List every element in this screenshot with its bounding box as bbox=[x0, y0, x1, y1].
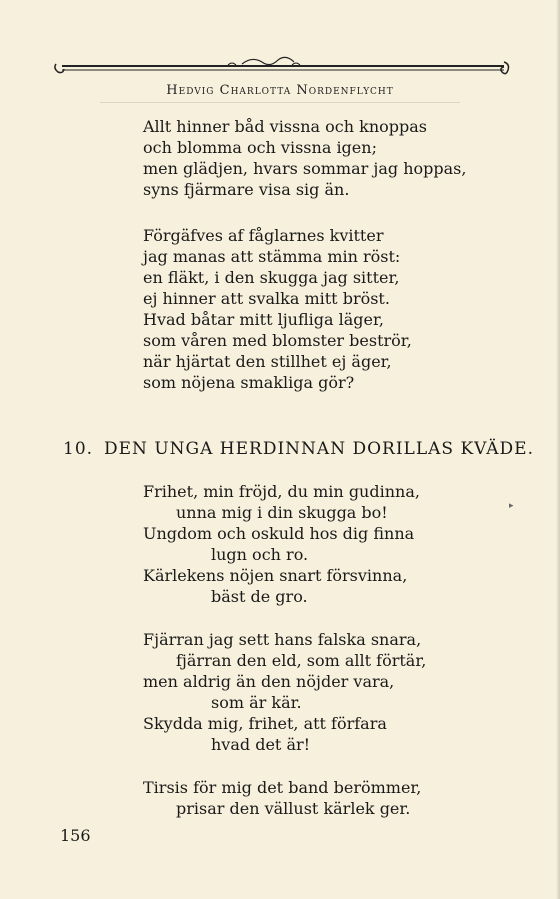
poem-line: syns fjärmare visa sig än. bbox=[143, 180, 350, 199]
poem-line: jag manas att stämma min röst: bbox=[143, 247, 401, 266]
poem-line: lugn och ro. bbox=[211, 545, 309, 564]
page-number: 156 bbox=[60, 826, 91, 845]
running-head: Hedvig Charlotta Nordenflycht bbox=[166, 83, 394, 98]
poem-line: prisar den vällust kärlek ger. bbox=[176, 799, 411, 818]
poem-line: Ungdom och oskuld hos dig finna bbox=[143, 524, 415, 543]
poem-line: Fjärran jag sett hans falska snara, bbox=[143, 630, 422, 649]
poem-line: Kärlekens nöjen snart försvinna, bbox=[143, 566, 408, 585]
poem-line: bäst de gro. bbox=[211, 587, 308, 606]
poem-line: men aldrig än den nöjder vara, bbox=[143, 672, 395, 691]
poem-line: och blomma och vissna igen; bbox=[143, 138, 377, 157]
header-ornament bbox=[52, 52, 514, 82]
poem-line: ej hinner att svalka mitt bröst. bbox=[143, 289, 390, 308]
poem-line: Skydda mig, frihet, att förfara bbox=[143, 714, 387, 733]
poem-line: som är kär. bbox=[211, 693, 302, 712]
poem-line: när hjärtat den stillhet ej äger, bbox=[143, 352, 392, 371]
poem-line: som nöjena smakliga gör? bbox=[143, 373, 355, 392]
poem-line: som våren med blomster beströr, bbox=[143, 331, 412, 350]
poem-line: Allt hinner båd vissna och knoppas bbox=[143, 117, 428, 136]
poem-line: Förgäfves af fåglarnes kvitter bbox=[143, 226, 384, 245]
poem-line: unna mig i din skugga bo! bbox=[176, 503, 388, 522]
poem-line: en fläkt, i den skugga jag sitter, bbox=[143, 268, 400, 287]
margin-mark: ▸ bbox=[509, 501, 514, 511]
poem-number: 10. bbox=[63, 439, 94, 459]
poem-line: fjärran den eld, som allt förtär, bbox=[176, 651, 427, 670]
poem-line: Frihet, min fröjd, du min gudinna, bbox=[143, 482, 420, 501]
header-divider bbox=[100, 102, 460, 103]
poem-line: Hvad båtar mitt ljufliga läger, bbox=[143, 310, 384, 329]
page-edge-shadow bbox=[556, 0, 560, 899]
poem-line: hvad det är! bbox=[211, 735, 311, 754]
poem-line: men glädjen, hvars sommar jag hoppas, bbox=[143, 159, 467, 178]
poem-title: DEN UNGA HERDINNAN DORILLAS KVÄDE. bbox=[104, 439, 534, 459]
poem-line: Tirsis för mig det band berömmer, bbox=[143, 778, 422, 797]
